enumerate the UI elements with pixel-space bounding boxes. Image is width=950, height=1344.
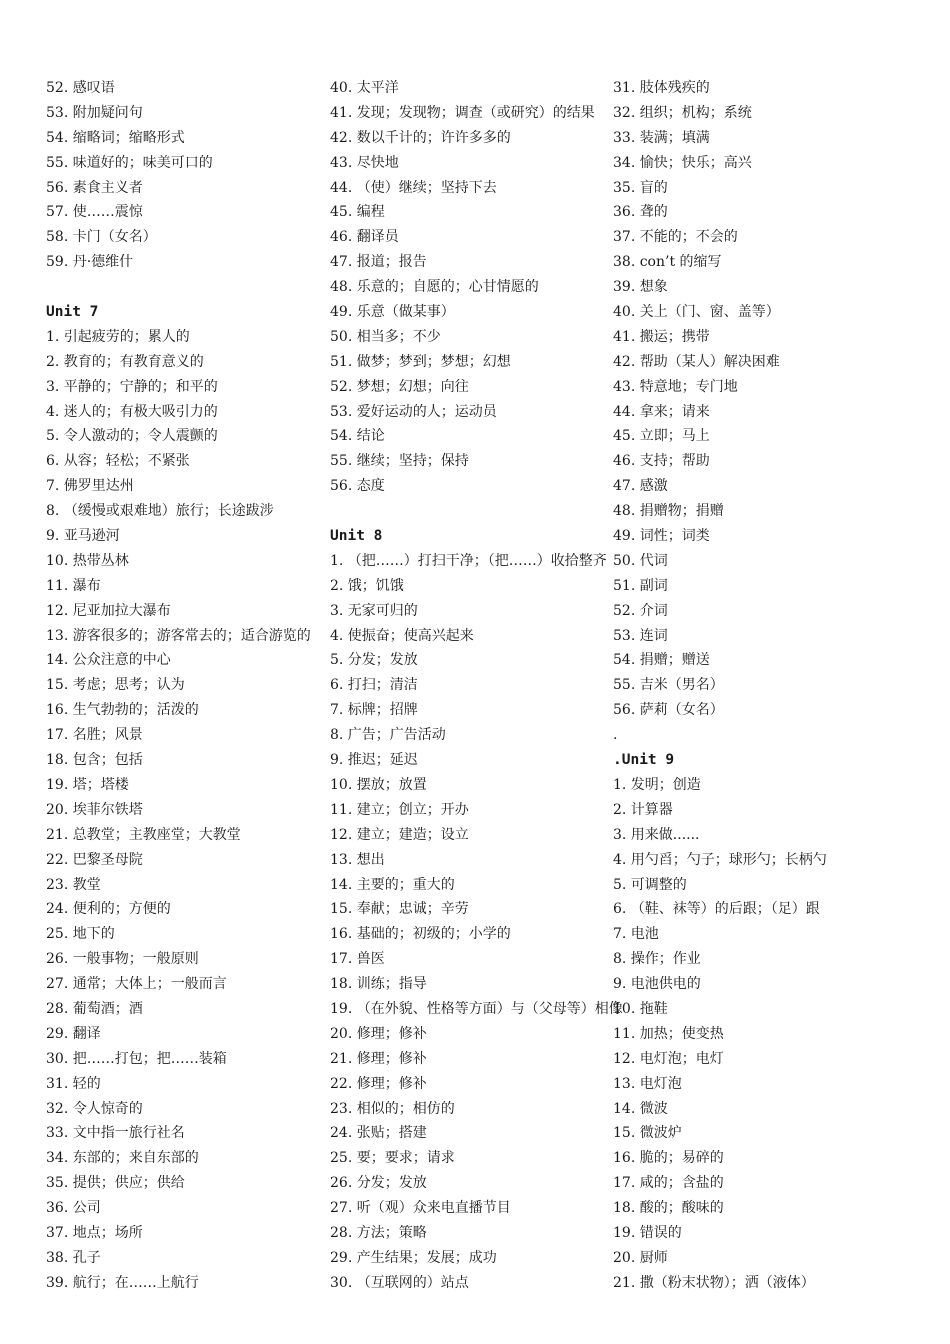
column-right <box>613 76 913 1296</box>
vocab-item: 38. con’t 的缩写 <box>613 254 722 271</box>
vocab-item: 55. 继续；坚持；保持 <box>330 453 469 470</box>
vocab-item: 46. 翻译员 <box>330 229 399 246</box>
vocab-item: 30. 把……打包；把……装箱 <box>46 1050 227 1067</box>
vocab-item: 9. 推迟；延迟 <box>330 752 418 769</box>
vocab-item: 42. 数以千计的；许许多多的 <box>330 129 511 146</box>
vocab-list-unit8-end <box>613 76 913 723</box>
vocab-item: 39. 想象 <box>613 279 668 296</box>
vocab-item: 8. （缓慢或艰难地）旅行；长途跋涉 <box>46 503 274 520</box>
vocab-item: 22. 巴黎圣母院 <box>46 851 143 868</box>
vocab-item: 52. 介词 <box>613 602 668 619</box>
vocab-item: 40. 关上（门、窗、盖等） <box>613 304 780 321</box>
vocab-item: 17. 咸的；含盐的 <box>613 1175 724 1192</box>
vocab-item: 35. 提供；供应；供给 <box>46 1175 185 1192</box>
vocab-item: 5. 令人激动的；令人震颤的 <box>46 428 218 445</box>
vocab-item: 46. 支持；帮助 <box>613 453 710 470</box>
vocab-item: 49. 乐意（做某事） <box>330 304 455 321</box>
vocab-item: 19. 错误的 <box>613 1224 682 1241</box>
vocab-item: 54. 捐赠；赠送 <box>613 652 710 669</box>
unit-9-heading: .Unit 9 <box>613 752 675 769</box>
vocab-list-unit7-end <box>330 76 615 499</box>
vocab-item: 40. 太平洋 <box>330 80 399 96</box>
vocab-item: 4. 迷人的；有极大吸引力的 <box>46 403 218 420</box>
vocab-item: 2. 教育的；有教育意义的 <box>46 353 204 370</box>
vocab-item: 33. 装满；填满 <box>613 129 710 146</box>
vocab-item: 31. 轻的 <box>46 1075 101 1092</box>
vocab-item: 29. 翻译 <box>46 1025 101 1042</box>
vocab-item: 37. 不能的；不会的 <box>613 229 738 246</box>
vocab-item: 35. 盲的 <box>613 179 668 196</box>
vocab-item: 19. 塔；塔楼 <box>46 776 129 793</box>
vocab-item: 2. 饿；饥饿 <box>330 577 404 594</box>
column-middle <box>330 76 623 1296</box>
vocab-item: 56. 素食主义者 <box>46 179 143 196</box>
vocab-item: 52. 梦想；幻想；向往 <box>330 378 469 395</box>
vocab-item: 53. 连词 <box>613 627 668 644</box>
vocab-item: 6. 从容；轻松；不紧张 <box>46 453 190 470</box>
vocab-list-unit8 <box>330 549 623 1296</box>
vocab-item: 43. 尽快地 <box>330 154 399 171</box>
vocab-item: 55. 吉米（男名） <box>613 677 724 694</box>
vocab-item: 20. 埃菲尔铁塔 <box>46 801 143 818</box>
vocab-item: 44. （使）继续；坚持下去 <box>330 179 497 196</box>
vocab-item: 9. 亚马逊河 <box>46 528 120 545</box>
vocab-item: 31. 肢体残疾的 <box>613 80 710 96</box>
vocab-item: 20. 修理；修补 <box>330 1025 427 1042</box>
vocab-item: 7. 标牌；招牌 <box>330 702 418 719</box>
vocab-item: 1. 引起疲劳的；累人的 <box>46 328 190 345</box>
vocab-item: 10. 摆放；放置 <box>330 776 427 793</box>
vocab-item: 4. 用勺舀；勺子；球形勺；长柄勺 <box>613 851 827 868</box>
vocab-item: 12. 建立；建造；设立 <box>330 826 469 843</box>
vocab-item: 21. 总教堂；主教座堂；大教堂 <box>46 826 241 843</box>
vocab-item: 25. 要；要求；请求 <box>330 1150 455 1167</box>
vocab-item: 21. 修理；修补 <box>330 1050 427 1067</box>
vocab-item: 16. 脆的；易碎的 <box>613 1150 724 1167</box>
vocab-item: 2. 计算器 <box>613 801 673 818</box>
vocab-item: 6. 打扫；清洁 <box>330 677 418 694</box>
vocab-item: 20. 厨师 <box>613 1249 668 1266</box>
vocab-item: 18. 包含；包括 <box>46 752 143 769</box>
vocab-item: 5. 可调整的 <box>613 876 687 893</box>
unit-7-heading: Unit 7 <box>46 304 99 321</box>
vocab-item: 7. 电池 <box>613 926 659 943</box>
vocab-item: 4. 使振奋；使高兴起来 <box>330 627 474 644</box>
vocab-item: 50. 相当多；不少 <box>330 328 441 345</box>
vocab-item: 1. 发明；创造 <box>613 776 701 793</box>
vocab-item: 54. 结论 <box>330 428 385 445</box>
vocab-item: 42. 帮助（某人）解决困难 <box>613 353 780 370</box>
vocab-item: 34. 东部的；来自东部的 <box>46 1150 199 1167</box>
vocab-item: 23. 相似的；相仿的 <box>330 1100 455 1117</box>
vocab-item: 15. 微波炉 <box>613 1125 682 1142</box>
vocab-item: 11. 建立；创立；开办 <box>330 801 469 818</box>
vocab-item: 28. 方法；策略 <box>330 1224 427 1241</box>
vocab-item: 57. 使……震惊 <box>46 204 143 221</box>
stray-dot: . <box>613 727 618 744</box>
vocab-item: 32. 组织；机构；系统 <box>613 104 752 121</box>
vocab-item: 13. 电灯泡 <box>613 1075 682 1092</box>
vocab-item: 44. 拿来；请来 <box>613 403 710 420</box>
vocab-item: 3. 无家可归的 <box>330 602 418 619</box>
vocab-item: 38. 孔子 <box>46 1249 101 1266</box>
vocab-item: 27. 通常；大体上；一般而言 <box>46 976 227 993</box>
vocab-item: 9. 电池供电的 <box>613 976 701 993</box>
column-left <box>46 76 331 1296</box>
vocab-item: 12. 尼亚加拉大瀑布 <box>46 602 171 619</box>
unit-8-heading: Unit 8 <box>330 528 383 545</box>
vocab-item: 7. 佛罗里达州 <box>46 478 134 495</box>
vocab-item: 48. 捐赠物；捐赠 <box>613 503 724 520</box>
vocab-item: 47. 报道；报告 <box>330 254 427 271</box>
vocab-item: 25. 地下的 <box>46 926 115 943</box>
vocab-item: 56. 萨莉（女名） <box>613 702 724 719</box>
vocab-item: 13. 游客很多的；游客常去的；适合游览的 <box>46 627 311 644</box>
vocab-item: 53. 爱好运动的人；运动员 <box>330 403 497 420</box>
vocab-item: 43. 特意地；专门地 <box>613 378 738 395</box>
vocab-item: 30. （互联网的）站点 <box>330 1274 469 1291</box>
vocab-item: 51. 做梦；梦到；梦想；幻想 <box>330 353 511 370</box>
vocab-item: 22. 修理；修补 <box>330 1075 427 1092</box>
vocab-item: 14. 微波 <box>613 1100 668 1117</box>
vocab-item: 23. 教堂 <box>46 876 101 893</box>
spacer <box>330 499 615 524</box>
vocab-item: 15. 奉献；忠诚；辛劳 <box>330 901 469 918</box>
vocab-item: 50. 代词 <box>613 552 668 569</box>
vocab-list-unit6-end <box>46 76 331 275</box>
vocab-item: 5. 分发；发放 <box>330 652 418 669</box>
vocab-item: 10. 热带丛林 <box>46 552 129 569</box>
vocab-item: 45. 编程 <box>330 204 385 221</box>
vocab-item: 51. 副词 <box>613 577 668 594</box>
vocab-item: 58. 卡门（女名） <box>46 229 157 246</box>
vocab-item: 8. 广告；广告活动 <box>330 727 446 744</box>
vocab-item: 16. 基础的；初级的；小学的 <box>330 926 511 943</box>
vocab-item: 47. 感激 <box>613 478 668 495</box>
vocab-item: 41. 搬运；携带 <box>613 328 710 345</box>
vocab-item: 28. 葡萄酒；酒 <box>46 1000 143 1017</box>
vocab-item: 21. 撒（粉末状物）；洒（液体） <box>613 1274 815 1291</box>
vocab-item: 53. 附加疑问句 <box>46 104 143 121</box>
vocab-item: 13. 想出 <box>330 851 385 868</box>
vocab-item: 11. 瀑布 <box>46 577 101 594</box>
vocab-item: 18. 酸的；酸味的 <box>613 1200 724 1217</box>
vocab-item: 24. 便利的；方便的 <box>46 901 171 918</box>
vocab-item: 55. 味道好的；味美可口的 <box>46 154 213 171</box>
vocab-item: 59. 丹·德维什 <box>46 254 134 271</box>
vocab-item: 6. （鞋、袜等）的后跟；（足）跟 <box>613 901 820 918</box>
vocab-item: 29. 产生结果；发展；成功 <box>330 1249 497 1266</box>
vocab-item: 45. 立即；马上 <box>613 428 710 445</box>
vocab-item: 32. 令人惊奇的 <box>46 1100 143 1117</box>
vocab-item: 41. 发现；发现物；调查（或研究）的结果 <box>330 104 595 121</box>
vocab-item: 17. 兽医 <box>330 951 385 968</box>
vocab-item: 16. 生气勃勃的；活泼的 <box>46 702 199 719</box>
vocab-list-unit7 <box>46 325 331 1296</box>
vocab-item: 48. 乐意的；自愿的；心甘情愿的 <box>330 279 539 296</box>
vocab-item: 54. 缩略词；缩略形式 <box>46 129 185 146</box>
vocab-item: 10. 拖鞋 <box>613 1000 668 1017</box>
vocab-item: 3. 用来做...... <box>613 826 700 843</box>
vocab-item: 36. 聋的 <box>613 204 668 221</box>
vocab-item: 18. 训练；指导 <box>330 976 427 993</box>
vocab-item: 39. 航行；在……上航行 <box>46 1274 199 1291</box>
vocab-item: 26. 一般事物；一般原则 <box>46 951 199 968</box>
vocab-item: 19. （在外貌、性格等方面）与（父母等）相像 <box>330 1000 623 1017</box>
vocab-item: 24. 张贴；搭建 <box>330 1125 427 1142</box>
vocab-item: 37. 地点；场所 <box>46 1224 143 1241</box>
vocab-item: 52. 感叹语 <box>46 80 115 96</box>
vocab-item: 11. 加热；使变热 <box>613 1025 724 1042</box>
vocab-item: 36. 公司 <box>46 1200 101 1217</box>
vocab-item: 27. 听（观）众来电直播节目 <box>330 1200 511 1217</box>
vocab-item: 8. 操作；作业 <box>613 951 701 968</box>
vocab-item: 49. 词性；词类 <box>613 528 710 545</box>
vocab-item: 1. （把……）打扫干净；（把……）收拾整齐 <box>330 552 607 569</box>
vocab-item: 3. 平静的；宁静的；和平的 <box>46 378 218 395</box>
vocab-item: 33. 文中指一旅行社名 <box>46 1125 185 1142</box>
vocab-item: 56. 态度 <box>330 478 385 495</box>
vocab-item: 17. 名胜；风景 <box>46 727 143 744</box>
vocab-item: 34. 愉快；快乐；高兴 <box>613 154 752 171</box>
vocab-item: 12. 电灯泡；电灯 <box>613 1050 724 1067</box>
vocab-item: 26. 分发；发放 <box>330 1175 427 1192</box>
vocab-item: 15. 考虑；思考；认为 <box>46 677 185 694</box>
spacer <box>46 275 331 300</box>
vocab-item: 14. 公众注意的中心 <box>46 652 171 669</box>
vocab-list-unit9 <box>613 773 913 1296</box>
vocab-item: 14. 主要的；重大的 <box>330 876 455 893</box>
